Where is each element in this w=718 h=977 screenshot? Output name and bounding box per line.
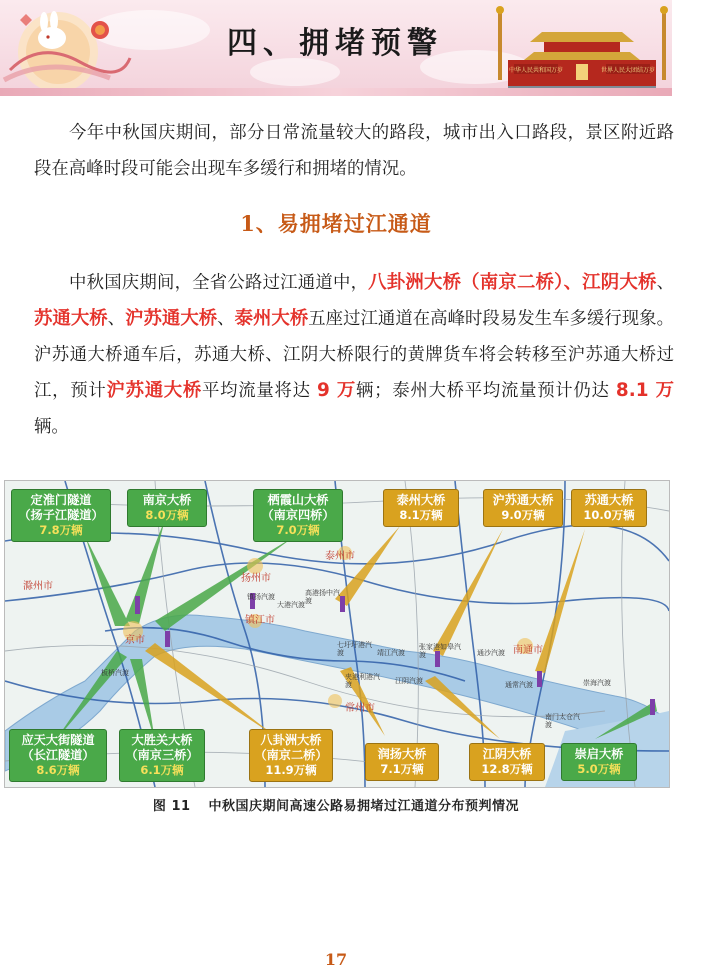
- callout-name: 栖霞山大桥: [267, 493, 329, 507]
- gate-sign-left: 中华人民共和国万岁: [508, 67, 564, 74]
- highlight-taizhou-bridge: 泰州大桥: [234, 308, 309, 329]
- tiananmen-gate-illustration: [494, 2, 670, 90]
- river-crossing-map: [4, 480, 670, 788]
- highlight-sutong-bridge: 苏通大桥: [34, 308, 108, 329]
- city-label: 扬州市: [241, 573, 271, 584]
- callout-dinghuaimen-tunnel: [11, 489, 111, 542]
- callout-name: 沪苏通大桥: [492, 493, 554, 507]
- callout-name: 大胜关大桥: [131, 733, 193, 747]
- ferry-label: 夹港利港汽渡: [345, 673, 380, 689]
- callout-jiangyin-bridge: [469, 743, 545, 781]
- ferry-label: 崇海汽渡: [583, 679, 611, 687]
- callout-value: 8.6万辆: [36, 763, 80, 777]
- callout-taizhou-bridge: [383, 489, 459, 527]
- separator: 、: [107, 309, 126, 329]
- callout-name: 定淮门隧道: [30, 493, 92, 507]
- callout-value: 11.9万辆: [265, 763, 317, 777]
- ferry-label: 镇扬汽渡: [247, 593, 275, 601]
- callout-husutong-bridge: [483, 489, 563, 527]
- banner-bottom-border: [0, 88, 672, 96]
- figure-caption-text: 中秋国庆期间高速公路易拥堵过江通道分布预判情况: [208, 799, 520, 814]
- intro-paragraph: 今年中秋国庆期间，部分日常流量较大的路段，城市出入口路段，景区附近路段在高峰时段可能会出现车多缓行和拥堵的情况。: [34, 123, 674, 179]
- callout-runyang-bridge: [365, 743, 439, 781]
- section-title: 1、易拥堵过江通道: [240, 211, 432, 236]
- callout-sutong-bridge: [571, 489, 647, 527]
- callout-value: 7.8万辆: [39, 523, 83, 537]
- callout-qixiashan-bridge: [253, 489, 343, 542]
- ferry-label: 南门太仓汽渡: [545, 713, 580, 729]
- callout-value: 12.8万辆: [481, 762, 533, 776]
- highlight-bagua-bridge: 八卦洲大桥（南京二桥）: [368, 272, 564, 293]
- city-label: 南通市: [513, 645, 543, 656]
- text-run: 中秋国庆期间，全省公路过江通道中，: [69, 273, 369, 293]
- ferry-label: 板桥汽渡: [101, 669, 129, 677]
- mid-autumn-illustration: [0, 0, 140, 96]
- ferry-label: 通沙汽渡: [477, 649, 505, 657]
- city-label: 滁州市: [23, 581, 53, 592]
- callout-name: 泰州大桥: [396, 493, 446, 507]
- callout-sub: （南京三桥）: [125, 748, 199, 762]
- ferry-label: 七圩圩港汽渡: [337, 641, 372, 657]
- text-run: 平均流量将达: [202, 381, 317, 401]
- text-run: 辆；泰州大桥平均流量预计仍达: [356, 381, 616, 401]
- callout-name: 崇启大桥: [574, 747, 624, 761]
- callout-yingtian-tunnel: [9, 729, 107, 782]
- callout-value: 7.1万辆: [380, 762, 424, 776]
- callout-value: 6.1万辆: [140, 763, 184, 777]
- ferry-label: 大港汽渡: [277, 601, 305, 609]
- callout-name: 南京大桥: [142, 493, 192, 507]
- callout-sub: （南京四桥）: [261, 508, 335, 522]
- callout-sub: （长江隧道）: [21, 748, 95, 762]
- separator: 、: [217, 309, 235, 329]
- callout-value: 5.0万辆: [577, 762, 621, 776]
- ferry-label: 通常汽渡: [505, 681, 533, 689]
- bridge-paragraph: [34, 265, 674, 445]
- figure-number: 图 11: [152, 799, 191, 814]
- callout-value: 7.0万辆: [276, 523, 320, 537]
- callout-value: 10.0万辆: [583, 508, 635, 522]
- flow-value-taizhou: 8.1 万: [615, 380, 675, 401]
- ferry-label: 张家港如皋汽渡: [419, 643, 461, 659]
- callout-name: 润扬大桥: [377, 747, 427, 761]
- text-run: 辆。: [34, 417, 69, 437]
- callout-value: 9.0万辆: [501, 508, 545, 522]
- callout-name: 八卦洲大桥: [260, 733, 322, 747]
- callout-name: 苏通大桥: [584, 493, 634, 507]
- highlight-jiangyin-bridge: 江阴大桥: [582, 272, 657, 293]
- city-label: 京市: [125, 635, 145, 646]
- cloud-decoration: [250, 58, 340, 86]
- highlight-husutong-bridge-2: 沪苏通大桥: [106, 380, 203, 401]
- callout-name: 应天大街隧道: [21, 733, 95, 747]
- city-label: 镇江市: [245, 615, 275, 626]
- callout-baguazhou-bridge: [249, 729, 333, 782]
- ferry-label: 江阴汽渡: [395, 677, 423, 685]
- flow-value-husutong: 9 万: [317, 380, 357, 401]
- callout-value: 8.1万辆: [399, 508, 443, 522]
- text-run: 五座过江通道在高峰时段易发生车多缓行现象。沪苏通大桥通车后，苏通大桥、江阴大桥限行的黄牌货车将会转移至沪苏通大桥过江，预计: [34, 309, 674, 401]
- page-margin: [672, 0, 718, 977]
- highlight-husutong-bridge: 沪苏通大桥: [125, 308, 218, 329]
- separator: 、: [656, 273, 674, 293]
- gate-sign-right: 世界人民大团结万岁: [600, 67, 656, 74]
- callout-name: 江阴大桥: [482, 747, 532, 761]
- page-number: 17: [324, 950, 348, 969]
- callout-value: 8.0万辆: [145, 508, 189, 522]
- ferry-label: 靖江汽渡: [377, 649, 405, 657]
- callout-chongqi-bridge: [561, 743, 637, 781]
- callout-sub: （扬子江隧道）: [18, 508, 104, 522]
- chapter-title: 四、拥堵预警: [227, 26, 443, 61]
- callout-nanjing-bridge: [127, 489, 207, 527]
- chapter-banner: [0, 0, 672, 96]
- callout-sub: （南京二桥）: [254, 748, 328, 762]
- figure-caption: [0, 795, 672, 814]
- city-label: 常州市: [345, 703, 375, 714]
- callout-dashengguan-bridge: [119, 729, 205, 782]
- ferry-label: 高港扬中汽渡: [305, 589, 340, 605]
- city-label: 泰州市: [325, 551, 355, 562]
- separator: 、: [563, 272, 583, 293]
